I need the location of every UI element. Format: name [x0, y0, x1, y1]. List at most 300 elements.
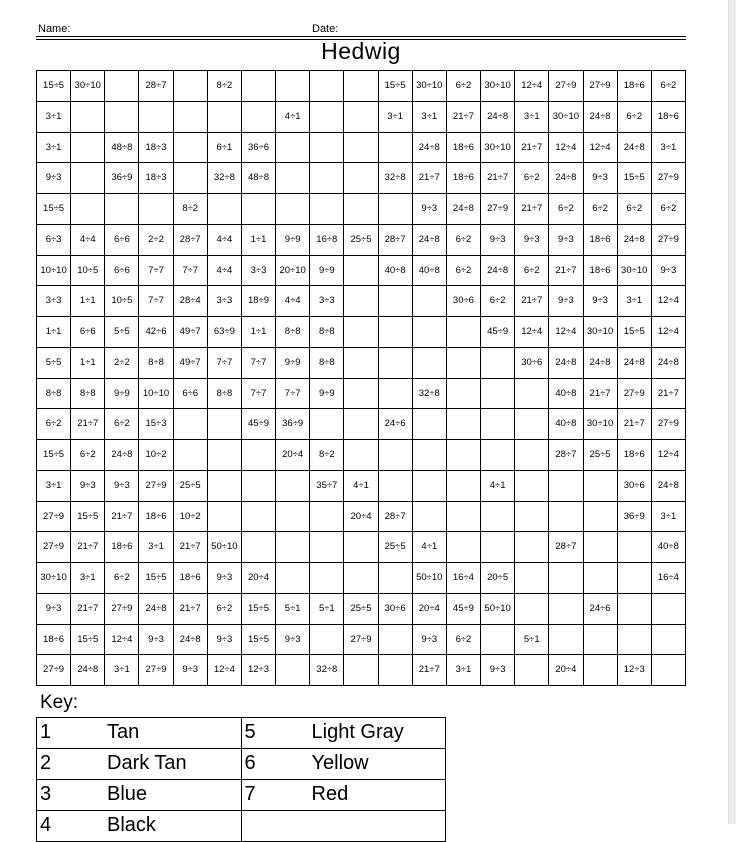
grid-cell: 4÷4	[276, 286, 310, 317]
grid-cell	[207, 409, 241, 440]
grid-cell	[378, 286, 412, 317]
grid-row	[37, 501, 686, 532]
grid-cell: 30÷10	[549, 101, 583, 132]
grid-cell	[105, 101, 139, 132]
key-color-name: Yellow	[311, 752, 369, 774]
grid-cell: 27÷9	[139, 655, 173, 686]
grid-cell: 27÷9	[651, 163, 685, 194]
grid-cell	[378, 378, 412, 409]
grid-cell	[446, 470, 480, 501]
grid-cell	[310, 624, 344, 655]
grid-cell: 27÷9	[105, 593, 139, 624]
grid-cell: 2÷2	[139, 224, 173, 255]
key-cell	[37, 749, 242, 780]
grid-cell: 45÷9	[446, 593, 480, 624]
grid-cell	[378, 347, 412, 378]
grid-cell	[446, 347, 480, 378]
grid-cell: 9÷9	[105, 378, 139, 409]
grid-cell	[344, 71, 378, 102]
grid-cell	[378, 440, 412, 471]
grid-cell: 6÷2	[446, 255, 480, 286]
grid-cell: 30÷10	[412, 71, 446, 102]
grid-cell: 25÷5	[378, 532, 412, 563]
grid-cell: 18÷3	[139, 163, 173, 194]
grid-cell: 16÷4	[446, 563, 480, 594]
grid-cell: 9÷3	[549, 224, 583, 255]
key-number: 2	[40, 752, 52, 774]
grid-cell: 20÷10	[276, 255, 310, 286]
grid-cell: 4÷1	[412, 532, 446, 563]
grid-cell	[173, 440, 207, 471]
key-row	[37, 749, 446, 780]
grid-cell: 6÷6	[71, 317, 105, 348]
grid-cell	[617, 624, 651, 655]
grid-cell: 15÷5	[241, 624, 275, 655]
grid-cell	[481, 409, 515, 440]
grid-cell: 4÷1	[481, 470, 515, 501]
grid-cell	[310, 101, 344, 132]
key-cell	[241, 780, 446, 811]
grid-cell: 9÷3	[651, 255, 685, 286]
grid-cell	[344, 132, 378, 163]
grid-cell: 10÷5	[71, 255, 105, 286]
grid-row	[37, 563, 686, 594]
grid-cell: 10÷2	[139, 440, 173, 471]
grid-cell: 3÷3	[241, 255, 275, 286]
grid-cell: 36÷9	[276, 409, 310, 440]
grid-cell: 8÷8	[310, 347, 344, 378]
grid-cell	[310, 563, 344, 594]
grid-cell: 4÷1	[276, 101, 310, 132]
grid-cell: 27÷9	[481, 194, 515, 225]
grid-cell: 3÷3	[310, 286, 344, 317]
grid-cell: 27÷9	[583, 71, 617, 102]
grid-cell: 6÷2	[105, 409, 139, 440]
grid-cell: 7÷7	[241, 347, 275, 378]
grid-cell	[276, 163, 310, 194]
grid-cell: 3÷1	[37, 101, 71, 132]
grid-cell: 8÷2	[310, 440, 344, 471]
grid-cell: 9÷9	[276, 347, 310, 378]
grid-cell: 9÷3	[583, 163, 617, 194]
grid-cell	[276, 194, 310, 225]
grid-cell: 1÷1	[37, 317, 71, 348]
grid-cell: 6÷2	[71, 440, 105, 471]
grid-cell	[344, 532, 378, 563]
grid-cell: 6÷6	[173, 378, 207, 409]
key-number: 7	[244, 783, 256, 805]
grid-cell: 8÷8	[310, 317, 344, 348]
grid-cell	[446, 409, 480, 440]
grid-cell: 30÷6	[378, 593, 412, 624]
grid-cell: 25÷5	[344, 224, 378, 255]
grid-cell	[412, 286, 446, 317]
grid-cell: 30÷6	[515, 347, 549, 378]
grid-cell: 36÷9	[105, 163, 139, 194]
grid-cell	[207, 194, 241, 225]
grid-cell	[515, 470, 549, 501]
grid-cell: 21÷7	[105, 501, 139, 532]
grid-cell	[583, 501, 617, 532]
grid-cell: 28÷4	[173, 286, 207, 317]
grid-cell	[515, 593, 549, 624]
grid-cell: 15÷5	[378, 71, 412, 102]
grid-cell	[105, 194, 139, 225]
key-number: 5	[244, 721, 256, 743]
grid-cell	[549, 593, 583, 624]
grid-cell	[207, 470, 241, 501]
grid-cell: 12÷4	[651, 286, 685, 317]
grid-cell: 24÷8	[481, 255, 515, 286]
grid-cell: 18÷3	[139, 132, 173, 163]
grid-cell	[446, 317, 480, 348]
grid-cell: 30÷10	[617, 255, 651, 286]
grid-cell	[446, 378, 480, 409]
grid-cell: 24÷8	[651, 347, 685, 378]
grid-cell: 18÷9	[241, 286, 275, 317]
key-label: Key:	[40, 692, 79, 713]
key-color-name: Light Gray	[311, 721, 404, 743]
grid-cell: 40÷8	[412, 255, 446, 286]
grid-cell: 1÷1	[71, 286, 105, 317]
grid-row	[37, 132, 686, 163]
grid-cell: 27÷9	[617, 378, 651, 409]
grid-cell: 21÷7	[515, 194, 549, 225]
grid-cell: 12÷4	[515, 71, 549, 102]
grid-cell	[173, 409, 207, 440]
grid-cell: 6÷6	[105, 255, 139, 286]
grid-cell: 16÷4	[651, 563, 685, 594]
grid-row	[37, 71, 686, 102]
grid-cell	[617, 532, 651, 563]
grid-cell: 3÷1	[617, 286, 651, 317]
grid-row	[37, 347, 686, 378]
grid-cell	[173, 101, 207, 132]
grid-row	[37, 440, 686, 471]
grid-cell: 9÷3	[173, 655, 207, 686]
page-edge	[728, 0, 736, 824]
grid-row	[37, 286, 686, 317]
grid-cell	[515, 655, 549, 686]
grid-cell: 24÷8	[105, 440, 139, 471]
grid-cell: 9÷3	[481, 224, 515, 255]
grid-cell: 6÷2	[583, 194, 617, 225]
grid-cell: 21÷7	[515, 286, 549, 317]
grid-cell	[105, 71, 139, 102]
grid-cell: 18÷6	[583, 255, 617, 286]
grid-cell: 6÷2	[446, 624, 480, 655]
grid-cell	[446, 532, 480, 563]
grid-cell	[276, 71, 310, 102]
grid-cell: 4÷4	[207, 255, 241, 286]
grid-cell: 30÷10	[71, 71, 105, 102]
grid-cell: 3÷1	[139, 532, 173, 563]
grid-cell: 49÷7	[173, 347, 207, 378]
grid-cell	[71, 132, 105, 163]
grid-cell: 9÷3	[71, 470, 105, 501]
grid-cell: 8÷8	[276, 317, 310, 348]
grid-cell: 20÷4	[276, 440, 310, 471]
grid-cell: 20÷4	[344, 501, 378, 532]
key-row	[37, 718, 446, 749]
grid-cell	[344, 347, 378, 378]
color-key-table	[36, 717, 446, 842]
grid-cell	[241, 71, 275, 102]
grid-cell: 40÷8	[651, 532, 685, 563]
grid-cell	[583, 470, 617, 501]
grid-cell: 6÷2	[617, 101, 651, 132]
grid-cell: 36÷9	[617, 501, 651, 532]
grid-cell: 3÷1	[378, 101, 412, 132]
grid-cell	[344, 163, 378, 194]
grid-cell	[310, 132, 344, 163]
key-color-name: Tan	[107, 721, 140, 743]
grid-cell: 18÷6	[446, 132, 480, 163]
grid-row	[37, 593, 686, 624]
grid-cell: 32÷8	[207, 163, 241, 194]
grid-cell: 45÷9	[481, 317, 515, 348]
key-number: 3	[40, 783, 52, 805]
grid-cell: 21÷7	[651, 378, 685, 409]
grid-cell: 6÷2	[515, 255, 549, 286]
grid-cell	[344, 101, 378, 132]
grid-cell: 8÷8	[207, 378, 241, 409]
key-number: 4	[40, 814, 52, 836]
grid-cell: 15÷5	[37, 194, 71, 225]
grid-cell: 6÷2	[446, 71, 480, 102]
grid-cell: 12÷3	[617, 655, 651, 686]
grid-cell	[241, 440, 275, 471]
grid-cell: 12÷4	[105, 624, 139, 655]
grid-cell: 6÷2	[515, 163, 549, 194]
grid-cell	[207, 101, 241, 132]
grid-cell: 40÷8	[549, 409, 583, 440]
grid-cell: 18÷6	[173, 563, 207, 594]
grid-cell	[207, 501, 241, 532]
grid-cell: 18÷6	[37, 624, 71, 655]
grid-row	[37, 378, 686, 409]
grid-cell: 10÷2	[173, 501, 207, 532]
key-cell	[37, 811, 242, 842]
grid-cell: 7÷7	[276, 378, 310, 409]
grid-cell: 7÷7	[207, 347, 241, 378]
grid-cell	[378, 194, 412, 225]
grid-cell	[583, 655, 617, 686]
grid-cell	[549, 563, 583, 594]
grid-cell	[310, 194, 344, 225]
grid-cell: 4÷1	[344, 470, 378, 501]
grid-cell	[344, 317, 378, 348]
grid-cell: 24÷6	[583, 593, 617, 624]
grid-cell	[139, 101, 173, 132]
grid-cell: 1÷1	[241, 224, 275, 255]
grid-cell: 24÷8	[549, 347, 583, 378]
grid-cell: 9÷3	[105, 470, 139, 501]
grid-cell	[310, 532, 344, 563]
grid-cell: 9÷3	[139, 624, 173, 655]
grid-cell: 32÷8	[412, 378, 446, 409]
grid-cell: 48÷8	[241, 163, 275, 194]
grid-cell	[651, 624, 685, 655]
grid-cell	[276, 470, 310, 501]
grid-cell	[241, 101, 275, 132]
grid-cell: 30÷10	[583, 409, 617, 440]
grid-cell: 12÷4	[583, 132, 617, 163]
grid-cell: 24÷8	[583, 101, 617, 132]
key-cell	[241, 749, 446, 780]
grid-cell: 21÷7	[71, 593, 105, 624]
grid-cell: 6÷2	[549, 194, 583, 225]
grid-cell	[481, 440, 515, 471]
grid-cell: 6÷3	[37, 224, 71, 255]
grid-cell	[344, 286, 378, 317]
grid-cell: 8÷2	[173, 194, 207, 225]
grid-cell	[446, 440, 480, 471]
grid-cell: 12÷4	[651, 317, 685, 348]
grid-cell: 9÷3	[481, 655, 515, 686]
grid-cell: 21÷7	[515, 132, 549, 163]
grid-cell: 45÷9	[241, 409, 275, 440]
grid-cell	[515, 501, 549, 532]
key-color-name: Black	[107, 814, 156, 836]
grid-cell	[515, 378, 549, 409]
grid-cell: 7÷7	[139, 255, 173, 286]
grid-cell	[276, 532, 310, 563]
grid-cell: 12÷4	[515, 317, 549, 348]
grid-cell	[515, 409, 549, 440]
header-rule	[36, 36, 686, 37]
grid-cell: 28÷7	[139, 71, 173, 102]
grid-cell: 7÷7	[139, 286, 173, 317]
grid-cell: 21÷7	[583, 378, 617, 409]
grid-cell	[344, 440, 378, 471]
grid-cell	[446, 501, 480, 532]
grid-cell: 12÷3	[241, 655, 275, 686]
grid-cell: 21÷7	[71, 532, 105, 563]
grid-cell: 28÷7	[378, 224, 412, 255]
grid-cell	[276, 655, 310, 686]
grid-cell: 24÷8	[139, 593, 173, 624]
grid-cell: 3÷1	[651, 132, 685, 163]
grid-cell: 24÷8	[173, 624, 207, 655]
grid-cell: 2÷2	[105, 347, 139, 378]
grid-cell: 3÷1	[412, 101, 446, 132]
grid-cell: 15÷5	[71, 501, 105, 532]
grid-cell	[378, 317, 412, 348]
grid-cell: 9÷3	[515, 224, 549, 255]
grid-cell: 36÷6	[241, 132, 275, 163]
grid-row	[37, 470, 686, 501]
grid-cell: 30÷6	[617, 470, 651, 501]
grid-cell: 18÷6	[446, 163, 480, 194]
grid-row	[37, 163, 686, 194]
grid-cell: 6÷2	[617, 194, 651, 225]
grid-cell: 20÷5	[481, 563, 515, 594]
grid-cell: 9÷3	[412, 624, 446, 655]
grid-cell: 1÷1	[241, 317, 275, 348]
grid-cell: 18÷6	[617, 71, 651, 102]
grid-row	[37, 409, 686, 440]
grid-cell: 8÷2	[207, 71, 241, 102]
grid-cell: 50÷10	[481, 593, 515, 624]
grid-cell: 6÷2	[651, 194, 685, 225]
grid-cell	[583, 532, 617, 563]
grid-cell: 3÷1	[37, 470, 71, 501]
grid-cell	[583, 624, 617, 655]
grid-cell: 9÷9	[276, 224, 310, 255]
grid-cell: 12÷4	[549, 317, 583, 348]
grid-cell	[310, 501, 344, 532]
grid-cell: 24÷6	[378, 409, 412, 440]
grid-cell: 5÷1	[276, 593, 310, 624]
grid-cell: 10÷5	[105, 286, 139, 317]
grid-cell: 9÷3	[207, 563, 241, 594]
grid-cell	[412, 501, 446, 532]
grid-cell: 18÷6	[583, 224, 617, 255]
grid-cell: 27÷9	[139, 470, 173, 501]
grid-cell	[241, 532, 275, 563]
grid-cell: 20÷4	[412, 593, 446, 624]
key-number: 1	[40, 721, 52, 743]
grid-cell: 9÷3	[583, 286, 617, 317]
grid-cell: 18÷6	[651, 101, 685, 132]
grid-cell	[617, 563, 651, 594]
grid-cell: 7÷7	[173, 255, 207, 286]
grid-cell: 3÷1	[105, 655, 139, 686]
grid-cell	[378, 655, 412, 686]
grid-cell	[412, 317, 446, 348]
grid-cell: 50÷10	[207, 532, 241, 563]
grid-cell: 24÷8	[617, 224, 651, 255]
grid-cell	[378, 624, 412, 655]
grid-cell	[378, 132, 412, 163]
grid-cell: 5÷5	[105, 317, 139, 348]
key-cell	[37, 780, 242, 811]
grid-cell: 24÷8	[446, 194, 480, 225]
grid-cell: 18÷6	[105, 532, 139, 563]
grid-cell	[344, 194, 378, 225]
grid-cell: 27÷9	[37, 501, 71, 532]
grid-cell: 25÷5	[583, 440, 617, 471]
grid-cell	[651, 593, 685, 624]
grid-cell: 24÷8	[412, 132, 446, 163]
grid-cell	[481, 532, 515, 563]
grid-cell	[412, 470, 446, 501]
grid-cell: 27÷9	[344, 624, 378, 655]
grid-cell: 30÷10	[481, 132, 515, 163]
grid-cell: 21÷7	[71, 409, 105, 440]
grid-cell	[549, 470, 583, 501]
grid-cell: 40÷8	[549, 378, 583, 409]
grid-cell: 15÷3	[139, 409, 173, 440]
grid-cell: 15÷5	[617, 163, 651, 194]
grid-cell: 21÷7	[173, 532, 207, 563]
grid-cell	[515, 440, 549, 471]
grid-cell: 42÷6	[139, 317, 173, 348]
grid-cell	[241, 501, 275, 532]
grid-cell	[173, 71, 207, 102]
grid-cell	[71, 194, 105, 225]
grid-cell: 3÷1	[71, 563, 105, 594]
grid-cell: 9÷3	[37, 593, 71, 624]
color-by-number-grid	[36, 70, 686, 686]
grid-cell: 15÷5	[37, 440, 71, 471]
grid-cell	[481, 378, 515, 409]
grid-cell: 9÷3	[276, 624, 310, 655]
grid-cell: 6÷2	[481, 286, 515, 317]
key-color-name: Dark Tan	[107, 752, 187, 774]
grid-cell	[173, 163, 207, 194]
